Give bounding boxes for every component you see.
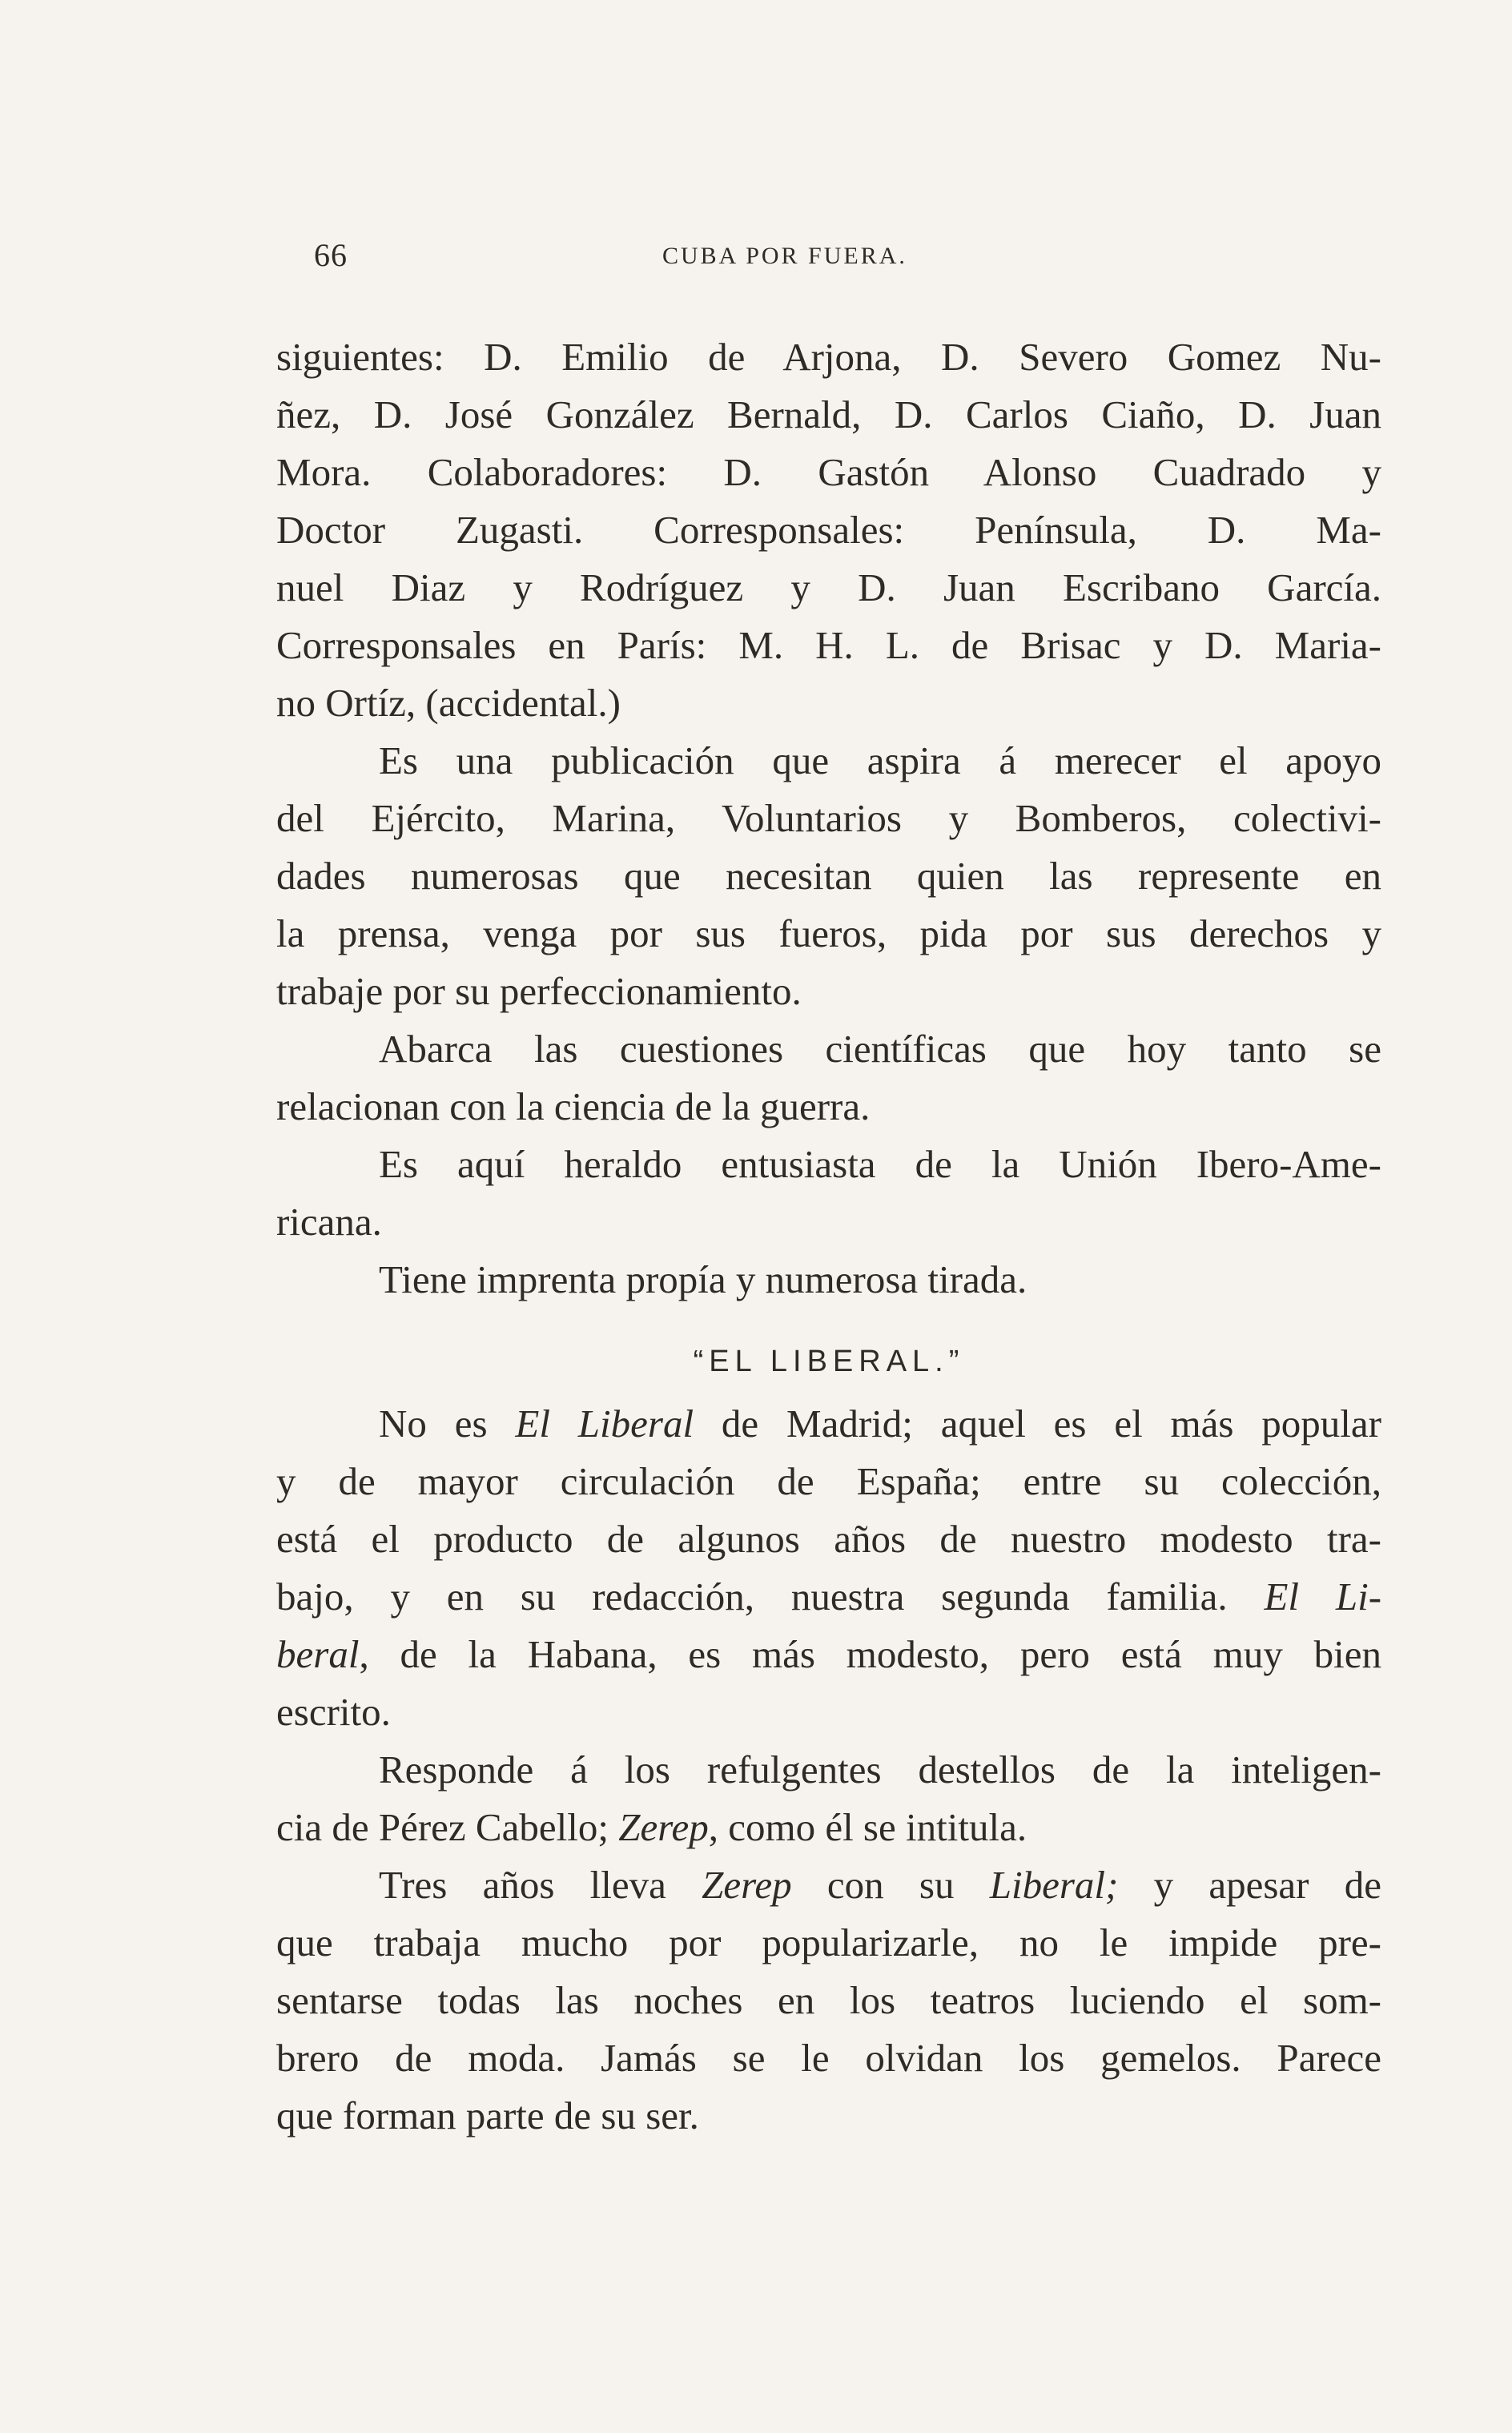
paragraph-el-liberal xyxy=(276,1395,1381,1741)
text-line: Es aquí heraldo entusiasta de la Unión Ibero-Ame- xyxy=(379,1142,1381,1186)
text-line xyxy=(276,1568,1381,1626)
text-line: Doctor Zugasti. Corresponsales: Península, D. Ma- xyxy=(276,508,1381,552)
text-line: Abarca las cuestiones científicas que hoy tanto se xyxy=(379,1027,1381,1071)
text-line: trabaje por su perfeccionamiento. xyxy=(276,969,802,1013)
text-line: que forman parte de su ser. xyxy=(276,2093,699,2137)
text-run: y apesar de xyxy=(1118,1863,1381,1907)
text-line: brero de moda. Jamás se le olvidan los gemelos. Parece xyxy=(276,2036,1381,2080)
text-line xyxy=(276,1395,1381,1453)
text-line: está el producto de algunos años de nuestro modesto tra- xyxy=(276,1517,1381,1561)
section-title: “EL LIBERAL.” xyxy=(693,1345,965,1378)
text-run: con su xyxy=(791,1863,990,1907)
text-line: sentarse todas las noches en los teatros luciendo el som- xyxy=(276,1978,1381,2022)
paragraph-staff-list xyxy=(276,328,1381,732)
italic-name: Zerep xyxy=(702,1863,792,1907)
running-title: CUBA POR FUERA. xyxy=(662,243,907,269)
text-line: Tiene imprenta propía y numerosa tirada. xyxy=(379,1257,1027,1301)
text-run: Tres años lleva xyxy=(379,1863,702,1907)
text-line xyxy=(276,1856,1381,1914)
text-line: ñez, D. José González Bernald, D. Carlos Ciaño, D. Juan xyxy=(276,392,1381,436)
italic-title: El Liberal xyxy=(515,1401,694,1446)
paragraph-herald xyxy=(276,1136,1381,1251)
text-run: de Madrid; aquel es el más popular xyxy=(694,1401,1381,1446)
text-run: , de la Habana, es más modesto, pero está muy bien xyxy=(359,1632,1381,1676)
italic-title: beral xyxy=(276,1632,360,1676)
text-line: del Ejército, Marina, Voluntarios y Bomberos, colectivi- xyxy=(276,796,1381,840)
text-line: no Ortíz, (accidental.) xyxy=(276,681,621,725)
italic-title: El Li- xyxy=(1264,1574,1382,1619)
paragraph-publication xyxy=(276,732,1381,1020)
text-line: relacionan con la ciencia de la guerra. xyxy=(276,1084,871,1128)
text-line: Responde á los refulgentes destellos de la inteligen- xyxy=(379,1747,1381,1792)
paragraph-science xyxy=(276,1020,1381,1136)
text-line xyxy=(276,1626,1381,1683)
paragraph-three-years xyxy=(276,1856,1381,2145)
text-line: Es una publicación que aspira á merecer el apoyo xyxy=(379,738,1381,782)
text-line: dades numerosas que necesitan quien las represente en xyxy=(276,854,1381,898)
paragraph-zerep xyxy=(276,1741,1381,1856)
text-line: que trabaja mucho por popularizarle, no le impide pre- xyxy=(276,1920,1381,1964)
text-run: No es xyxy=(379,1401,516,1446)
text-line: Corresponsales en París: M. H. L. de Brisac y D. Maria- xyxy=(276,623,1381,667)
page-number: 66 xyxy=(314,237,348,273)
text-line: Mora. Colaboradores: D. Gastón Alonso Cuadrado y xyxy=(276,450,1381,494)
body-text xyxy=(276,328,1381,2145)
paragraph-press xyxy=(276,1251,1381,1309)
text-line: siguientes: D. Emilio de Arjona, D. Severo Gomez Nu- xyxy=(276,335,1381,379)
text-line: escrito. xyxy=(276,1690,391,1734)
text-line: la prensa, venga por sus fueros, pida por sus derechos y xyxy=(276,911,1381,955)
text-run: cia de Pérez Cabello; xyxy=(276,1805,619,1849)
text-run: , como él se intitula. xyxy=(708,1805,1027,1849)
italic-title: Liberal; xyxy=(989,1863,1119,1907)
text-line xyxy=(276,1799,1381,1856)
italic-name: Zerep xyxy=(618,1805,709,1849)
text-run: bajo, y en su redacción, nuestra segunda familia. xyxy=(276,1574,1265,1619)
page-header xyxy=(314,236,1379,292)
text-line: ricana. xyxy=(276,1200,382,1244)
text-line: y de mayor circulación de España; entre su colección, xyxy=(276,1459,1381,1503)
text-line: nuel Diaz y Rodríguez y D. Juan Escribano García. xyxy=(276,565,1381,609)
